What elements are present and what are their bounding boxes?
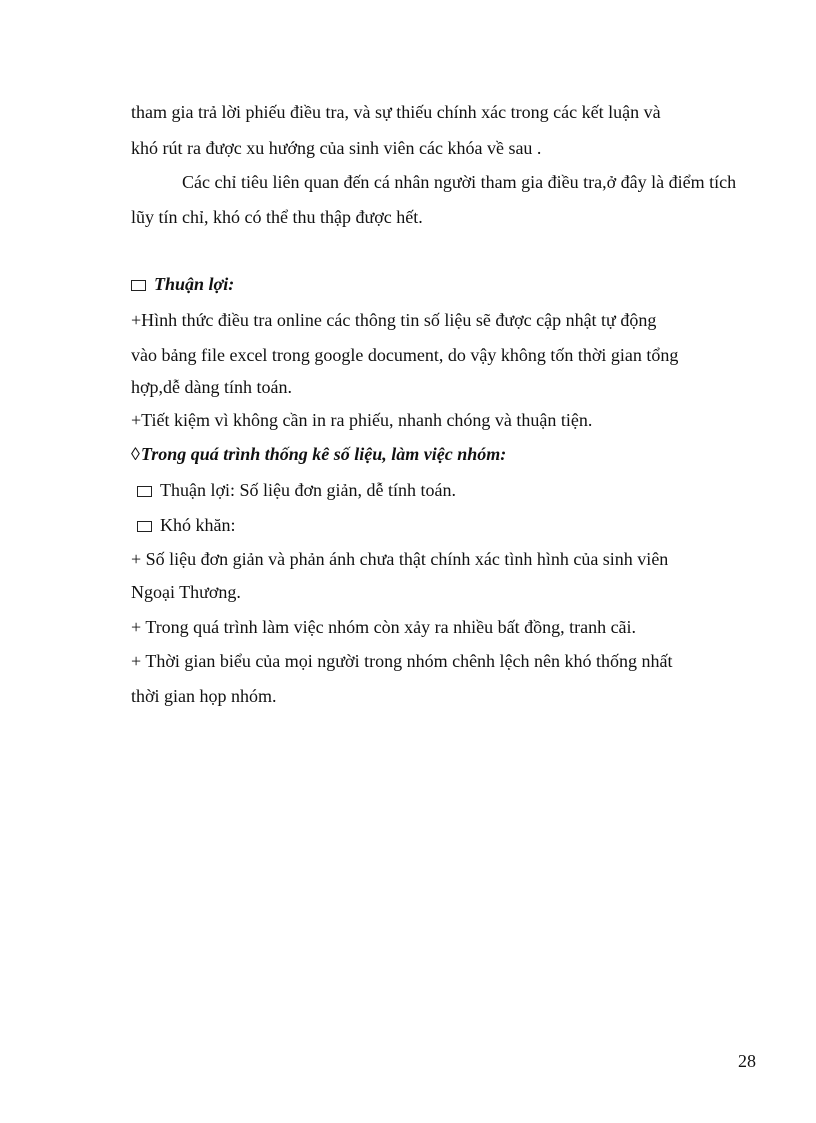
group-work-advantage-row [137,480,456,500]
checkbox-icon [131,280,146,291]
paragraph-1-line-1: tham gia trả lời phiếu điều tra, và sự thiếu chính xác trong các kết luận và [131,102,661,122]
difficulty-item-3-line-2: thời gian họp nhóm. [131,686,277,706]
advantages-heading: Thuận lợi: [154,274,235,294]
paragraph-2-line-2: lũy tín chỉ, khó có thể thu thập được hết. [131,207,423,227]
diamond-bullet-icon: ◊ [131,444,140,464]
group-work-difficulty: Khó khăn: [160,515,236,535]
advantage-item-1-line-3: hợp,dễ dàng tính toán. [131,377,292,397]
group-work-heading: Trong quá trình thống kê số liệu, làm việc nhóm: [140,444,507,464]
paragraph-2-line-1: Các chỉ tiêu liên quan đến cá nhân người tham gia điều tra,ở đây là điểm tích [182,172,737,192]
paragraph-1-line-2: khó rút ra được xu hướng của sinh viên các khóa về sau . [131,138,542,158]
checkbox-icon [137,521,152,532]
difficulty-item-2: + Trong quá trình làm việc nhóm còn xảy ra nhiều bất đồng, tranh cãi. [131,617,637,637]
advantage-item-1-line-2: vào bảng file excel trong google document, do vậy không tốn thời gian tổng [131,345,679,365]
advantage-item-1-line-1: +Hình thức điều tra online các thông tin số liệu sẽ được cập nhật tự động [131,310,657,330]
difficulty-item-1-line-1: + Số liệu đơn giản và phản ánh chưa thật chính xác tình hình của sinh viên [131,549,669,569]
difficulty-item-1-line-2: Ngoại Thương. [131,582,241,602]
difficulty-item-3-line-1: + Thời gian biểu của mọi người trong nhóm chênh lệch nên khó thống nhất [131,651,673,671]
advantage-item-2: +Tiết kiệm vì không cần in ra phiếu, nhanh chóng và thuận tiện. [131,410,593,430]
group-work-advantage: Thuận lợi: Số liệu đơn giản, dễ tính toán. [160,480,456,500]
group-work-difficulty-row [137,515,236,535]
advantages-heading-row [131,274,234,294]
checkbox-icon [137,486,152,497]
page-number: 28 [738,1051,756,1071]
group-work-heading-row [131,444,506,464]
